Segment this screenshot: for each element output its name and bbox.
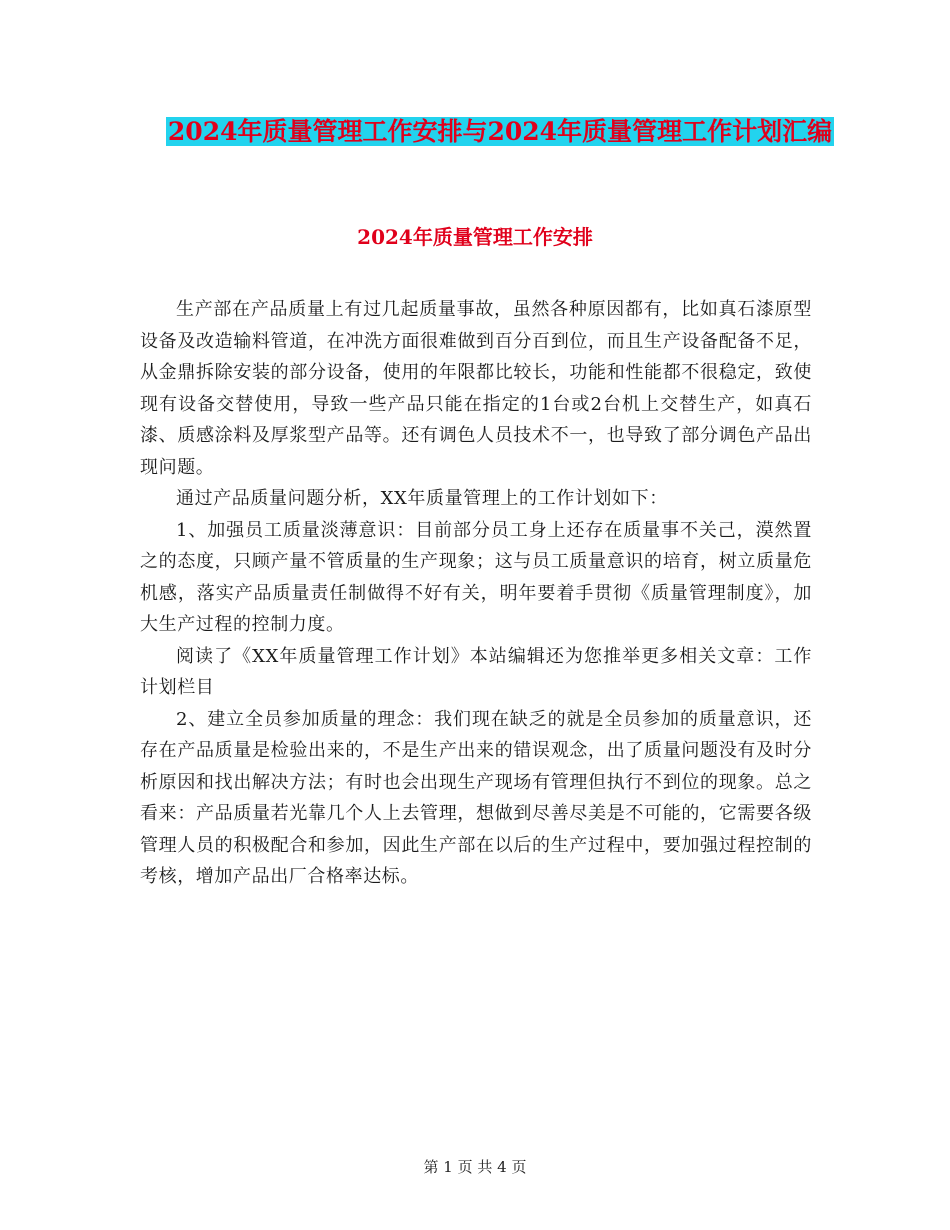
page-number-label: 第 1 页 共 4 页 xyxy=(423,1158,527,1176)
section-heading: 2024年质量管理工作安排 xyxy=(357,225,593,249)
body-text xyxy=(140,294,812,893)
paragraph: 1、加强员工质量淡薄意识：目前部分员工身上还存在质量事不关己，漠然置之的态度，只顾产量不管质量的生产现象；这与员工质量意识的培育，树立质量危机感，落实产品质量责任制做得不好有关，明年要着手贯彻《质量管理制度》，加大生产过程的控制力度。 xyxy=(140,519,812,635)
paragraph: 阅读了《XX年质量管理工作计划》本站编辑还为您推举更多相关文章：工作计划栏目 xyxy=(140,645,812,698)
document-title-text: 2024年质量管理工作安排与2024年质量管理工作计划汇编 xyxy=(167,117,833,146)
page-footer xyxy=(0,1156,950,1177)
document-title xyxy=(140,110,860,154)
paragraph: 2、建立全员参加质量的理念：我们现在缺乏的就是全员参加的质量意识，还存在产品质量是检验出来的，不是生产出来的错误观念，出了质量问题没有及时分析原因和找出解决方法；有时也会出现生产现场有管理但执行不到位的现象。总之看来：产品质量若光靠几个人上去管理，想做到尽善尽美是不可能的，它需要各级管理人员的积极配合和参加，因此生产部在以后的生产过程中，要加强过程控制的考核，增加产品出厂合格率达标。 xyxy=(140,708,812,887)
paragraph: 生产部在产品质量上有过几起质量事故，虽然各种原因都有，比如真石漆原型设备及改造输料管道，在冲洗方面很难做到百分百到位，而且生产设备配备不足，从金鼎拆除安装的部分设备，使用的年限都比较长，功能和性能都不很稳定，致使现有设备交替使用，导致一些产品只能在指定的1台或2台机上交替生产，如真石漆、质感涂料及厚浆型产品等。还有调色人员技术不一，也导致了部分调色产品出现问题。 xyxy=(140,299,812,478)
paragraph: 通过产品质量问题分析，XX年质量管理上的工作计划如下： xyxy=(176,488,668,509)
